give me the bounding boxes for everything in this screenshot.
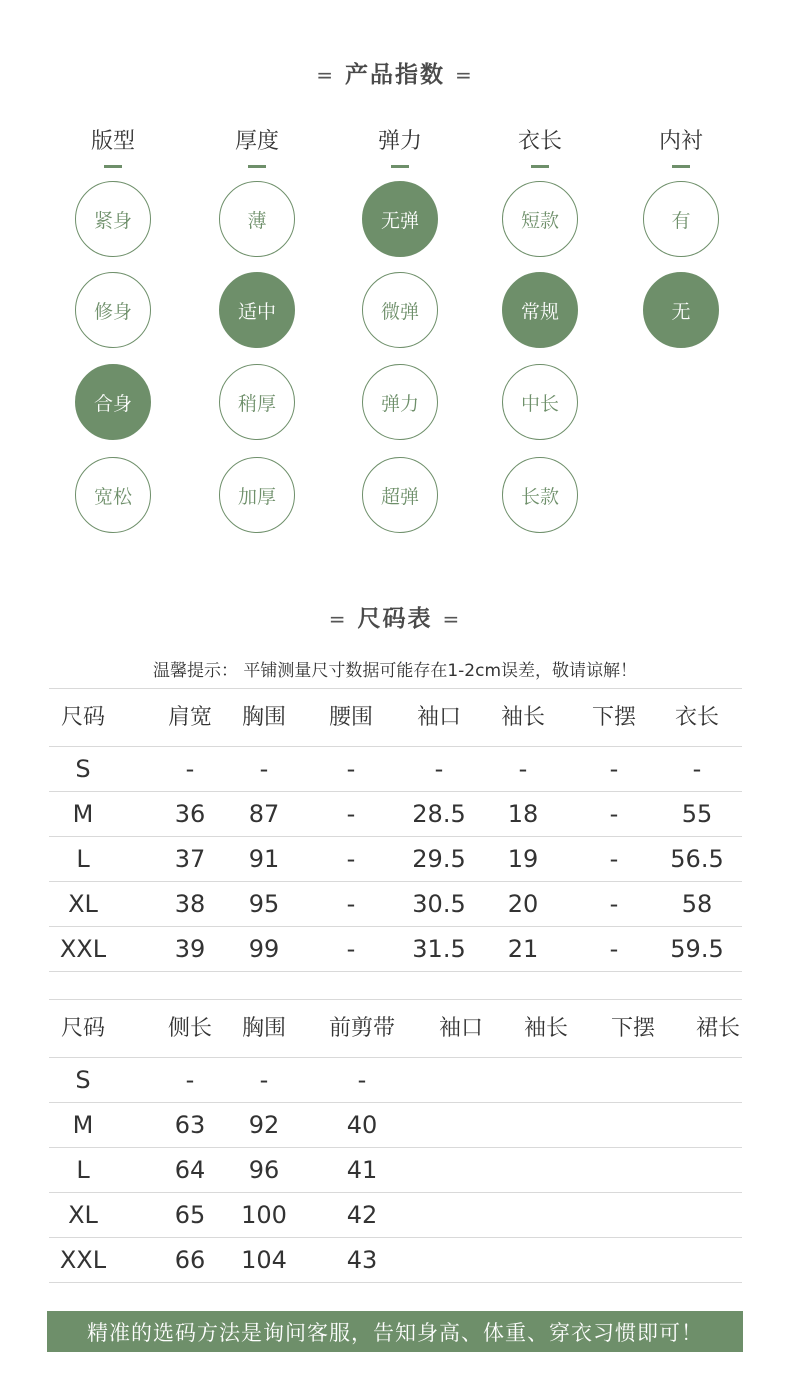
table-header-cell: 侧长 (167, 1016, 213, 1041)
option-circle: 修身 (75, 272, 151, 348)
table-cell: - (185, 1066, 195, 1094)
table-cell: 99 (248, 935, 280, 963)
table-header-cell: 下摆 (610, 1016, 656, 1041)
index-title-text: 产品指数 (345, 62, 445, 88)
option-circle: 合身 (75, 364, 151, 440)
table-header-row (49, 999, 742, 1058)
title-decor-left: = (328, 607, 348, 631)
table-header-cell: 袖口 (438, 1016, 484, 1041)
option-circle: 适中 (219, 272, 295, 348)
table-cell: 95 (248, 890, 280, 918)
table-cell: 41 (346, 1156, 378, 1184)
table-cell: XL (68, 1201, 98, 1229)
table-cell: M (72, 1111, 94, 1139)
option-circle: 长款 (502, 457, 578, 533)
table-header-cell: 下摆 (591, 705, 637, 730)
table-cell: 21 (507, 935, 539, 963)
table-cell: XL (68, 890, 98, 918)
table-cell: M (72, 800, 94, 828)
table-header-cell: 腰围 (328, 705, 374, 730)
table-cell: XXL (59, 935, 107, 963)
option-circle: 宽松 (75, 457, 151, 533)
measurement-notice: 温馨提示： 平铺测量尺寸数据可能存在1-2cm误差，敬请谅解！ (152, 661, 638, 681)
table-cell: 87 (248, 800, 280, 828)
table-header-row (49, 688, 742, 747)
option-circle: 有 (643, 181, 719, 257)
title-decor-left: = (316, 63, 335, 87)
index-col-label: 厚度 (234, 129, 279, 154)
option-circle: 中长 (502, 364, 578, 440)
table-cell: - (692, 755, 702, 783)
col-underline (248, 165, 266, 168)
table-cell: 91 (248, 845, 280, 873)
table-header-cell: 肩宽 (167, 705, 213, 730)
table-cell: - (346, 890, 356, 918)
table-cell: 28.5 (412, 800, 466, 828)
table-cell: - (609, 800, 619, 828)
table-row (49, 747, 742, 792)
size-section-title (0, 600, 790, 633)
index-col-lining (631, 124, 731, 168)
table-cell: 19 (507, 845, 539, 873)
table-cell: 20 (507, 890, 539, 918)
size-table-2 (49, 999, 742, 1283)
table-cell: - (259, 755, 269, 783)
table-cell: 56.5 (670, 845, 724, 873)
table-cell: - (346, 935, 356, 963)
table-cell: - (518, 755, 528, 783)
table-header-cell: 衣长 (674, 705, 720, 730)
table-row (49, 1103, 742, 1148)
table-cell: - (185, 755, 195, 783)
table-cell: 63 (174, 1111, 206, 1139)
table-cell: 43 (346, 1246, 378, 1274)
table-header-cell: 尺码 (60, 1016, 106, 1041)
option-circle: 弹力 (362, 364, 438, 440)
table-row (49, 1148, 742, 1193)
option-circle: 紧身 (75, 181, 151, 257)
table-cell: 42 (346, 1201, 378, 1229)
index-col-label: 衣长 (517, 129, 562, 154)
table-row (49, 1193, 742, 1238)
index-col-label: 版型 (90, 129, 135, 154)
table-cell: - (346, 755, 356, 783)
index-col-length (490, 124, 590, 168)
option-circle: 常规 (502, 272, 578, 348)
option-circle: 微弹 (362, 272, 438, 348)
table-cell: 36 (174, 800, 206, 828)
table-cell: L (76, 845, 90, 873)
col-underline (531, 165, 549, 168)
col-underline (391, 165, 409, 168)
option-circle: 稍厚 (219, 364, 295, 440)
table-cell: - (609, 755, 619, 783)
table-cell: 40 (346, 1111, 378, 1139)
col-underline (104, 165, 122, 168)
table-cell: - (357, 1066, 367, 1094)
table-row (49, 1058, 742, 1103)
index-col-label: 内衬 (658, 129, 703, 154)
table-cell: XXL (59, 1246, 107, 1274)
option-circle: 加厚 (219, 457, 295, 533)
table-row (49, 792, 742, 837)
table-row (49, 882, 742, 927)
option-circle: 无弹 (362, 181, 438, 257)
table-cell: 31.5 (412, 935, 466, 963)
option-circle: 薄 (219, 181, 295, 257)
table-cell: 58 (681, 890, 713, 918)
table-header-cell: 袖长 (523, 1016, 569, 1041)
table-header-cell: 胸围 (241, 705, 287, 730)
size-title-text: 尺码表 (357, 606, 433, 632)
table-cell: 38 (174, 890, 206, 918)
table-row (49, 927, 742, 972)
table-row (49, 1238, 742, 1283)
table-cell: S (75, 1066, 91, 1094)
index-col-fit (63, 124, 163, 168)
size-table-1 (49, 688, 742, 972)
table-header-cell: 袖口 (416, 705, 462, 730)
table-header-cell: 裙长 (695, 1016, 741, 1041)
table-cell: L (76, 1156, 90, 1184)
table-header-cell: 袖长 (500, 705, 546, 730)
table-cell: 65 (174, 1201, 206, 1229)
table-cell: S (75, 755, 91, 783)
sizing-advice-banner: 精准的选码方法是询问客服，告知身高、体重、穿衣习惯即可！ (47, 1311, 743, 1352)
option-circle: 超弹 (362, 457, 438, 533)
table-cell: - (346, 845, 356, 873)
table-cell: 30.5 (412, 890, 466, 918)
table-cell: 18 (507, 800, 539, 828)
table-cell: - (609, 845, 619, 873)
table-cell: - (434, 755, 444, 783)
title-decor-right: = (442, 607, 462, 631)
option-circle: 短款 (502, 181, 578, 257)
table-cell: 29.5 (412, 845, 466, 873)
table-cell: 92 (248, 1111, 280, 1139)
col-underline (672, 165, 690, 168)
table-cell: 39 (174, 935, 206, 963)
table-header-cell: 前剪带 (328, 1016, 396, 1041)
table-cell: - (609, 935, 619, 963)
title-decor-right: = (455, 63, 474, 87)
table-cell: 64 (174, 1156, 206, 1184)
table-cell: 96 (248, 1156, 280, 1184)
table-header-cell: 胸围 (241, 1016, 287, 1041)
table-header-cell: 尺码 (60, 705, 106, 730)
table-cell: - (346, 800, 356, 828)
index-col-thickness (207, 124, 307, 168)
table-cell: 66 (174, 1246, 206, 1274)
table-cell: 104 (241, 1246, 287, 1274)
table-row (49, 837, 742, 882)
table-cell: - (609, 890, 619, 918)
table-cell: - (259, 1066, 269, 1094)
index-col-elasticity (350, 124, 450, 168)
table-cell: 59.5 (670, 935, 724, 963)
index-section-title (0, 56, 790, 89)
table-cell: 55 (681, 800, 713, 828)
index-col-label: 弹力 (377, 129, 422, 154)
table-cell: 37 (174, 845, 206, 873)
option-circle: 无 (643, 272, 719, 348)
table-cell: 100 (241, 1201, 287, 1229)
